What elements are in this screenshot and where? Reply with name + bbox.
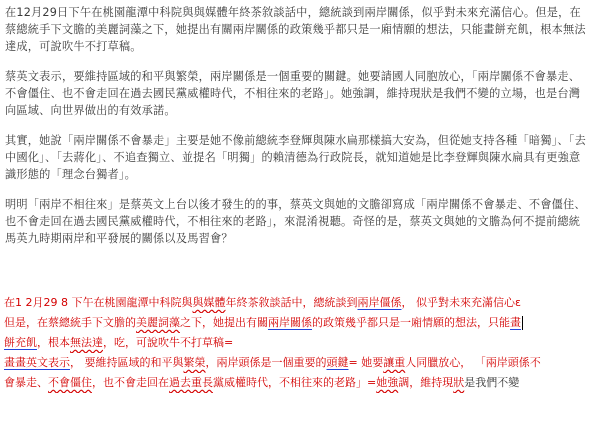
ocr-text-run: 年終茶敘談話中，總統談到 [225, 296, 358, 309]
ocr-text-run: 美麗詞藻 [136, 316, 180, 329]
ocr-text-run: ， 似乎對未來充滿信心ε [401, 296, 521, 309]
ocr-text-run: 頭鍵 [326, 356, 349, 369]
ocr-text-run: 調，維持現 [398, 376, 454, 389]
paragraph-2: 蔡英文表示，要維持區域的和平與繁榮，兩岸關係是一個重要的關鍵。她要請國人同胞放心，「兩岸關係不會暴走、不會僵住、也不會走回在過去國民黨威權時代，不相往來的老路」。她強調，維持現狀是我們不變的立場，也是台灣向區域、向世界做出的有效承諾。 [5, 70, 581, 117]
paragraph-1: 在12月29日下午在桃園龍潭中科院與與媒體年終茶敘談話中，總統談到兩岸關係，似乎對未來充滿信心。但是，在蔡總統手下文膽的美麗詞藻之下，她提出有關兩岸關係的政策幾乎都只是一廂情願的想法，只能畫餅充飢，根本無法達成，可說吹牛不打草稿。 [5, 6, 586, 53]
ocr-text-run: 兩岸關係 [268, 316, 312, 329]
ocr-text-run: 讓重 [383, 356, 406, 369]
ocr-text-run: ，也不會走回在 [92, 376, 169, 389]
ocr-text-run: 但是，在蔡總統手下文膽的 [4, 316, 136, 329]
ocr-text-run: 與媒體 [192, 296, 226, 309]
ocr-line-1 [0, 293, 600, 313]
ocr-text-run: 狀 [453, 376, 465, 389]
ocr-text-run: 是我們不變 [464, 376, 520, 389]
ocr-text-run: 不會僵住 [48, 376, 92, 389]
paragraph-4: 明明「兩岸不相往來」是蔡英文上台以後才發生的的事，蔡英文與她的文膽卻寫成「兩岸關係不會暴走、不會僵住、也不會走回在過去國民黨威權時代，不相往來的老路」，來混淆視聽。奇怪的是，蔡英文與她的文膽為何不提前總統馬英九時期兩岸和平發展的關係以及馬習會？ [5, 198, 586, 245]
ocr-text-run: ，根本 [37, 336, 70, 349]
ocr-text-run: 會暴走、 [4, 376, 48, 389]
paragraph-3: 其實，她說「兩岸關係不會暴走」主要是她不像前總統李登輝與陳水扁那樣搞大安為，但從她支持各種「暗獨」、「去中國化」、「去蔣化」、不追查獨立、並提名「明獨」的賴清德為行政院長，就知道她是比李登輝與陳水扁具有更強意識形態的「理念台獨者」。 [5, 134, 586, 181]
ocr-text-run: ，兩岸頭係是一個重要的 [205, 356, 327, 369]
ocr-text-run: 人同臘放心， 「兩岸頭係不 [405, 356, 541, 369]
ocr-text-run: 在1 2月29 8 下午在桃園龍潭中科院與 [4, 296, 193, 309]
ocr-text-run: 畫畫英文表示 [4, 356, 70, 369]
ocr-text-run: 過去重長 [169, 376, 213, 389]
ocr-line-3 [0, 333, 600, 353]
ocr-line-5 [0, 373, 600, 393]
ocr-text-run: 她強 [376, 376, 399, 389]
text-cursor [522, 316, 523, 330]
original-text-block [5, 4, 591, 247]
ocr-text-run: 的政策幾乎都只是一廂情願的想法，只能 [312, 316, 510, 329]
ocr-line-2 [0, 313, 600, 333]
ocr-text-run: 餅充飢 [4, 336, 37, 349]
ocr-text-run: 畫 [510, 316, 521, 329]
ocr-text-run: 兩岸僵係 [357, 296, 402, 309]
ocr-output-block [0, 293, 600, 393]
ocr-text-run: 繁榮 [183, 356, 206, 369]
ocr-text-run: 黨威權時代，不相往來的老路」= [213, 376, 377, 389]
ocr-text-run: = 她要 [348, 356, 384, 369]
ocr-text-run: 之下，她提出有關 [180, 316, 268, 329]
ocr-text-run: 無法達 [70, 336, 103, 349]
ocr-line-4 [0, 353, 600, 373]
ocr-text-run: ， 要維持區域的和平與 [70, 356, 184, 369]
ocr-text-run: ，吃，可說吹牛不打草稿= [103, 336, 234, 349]
